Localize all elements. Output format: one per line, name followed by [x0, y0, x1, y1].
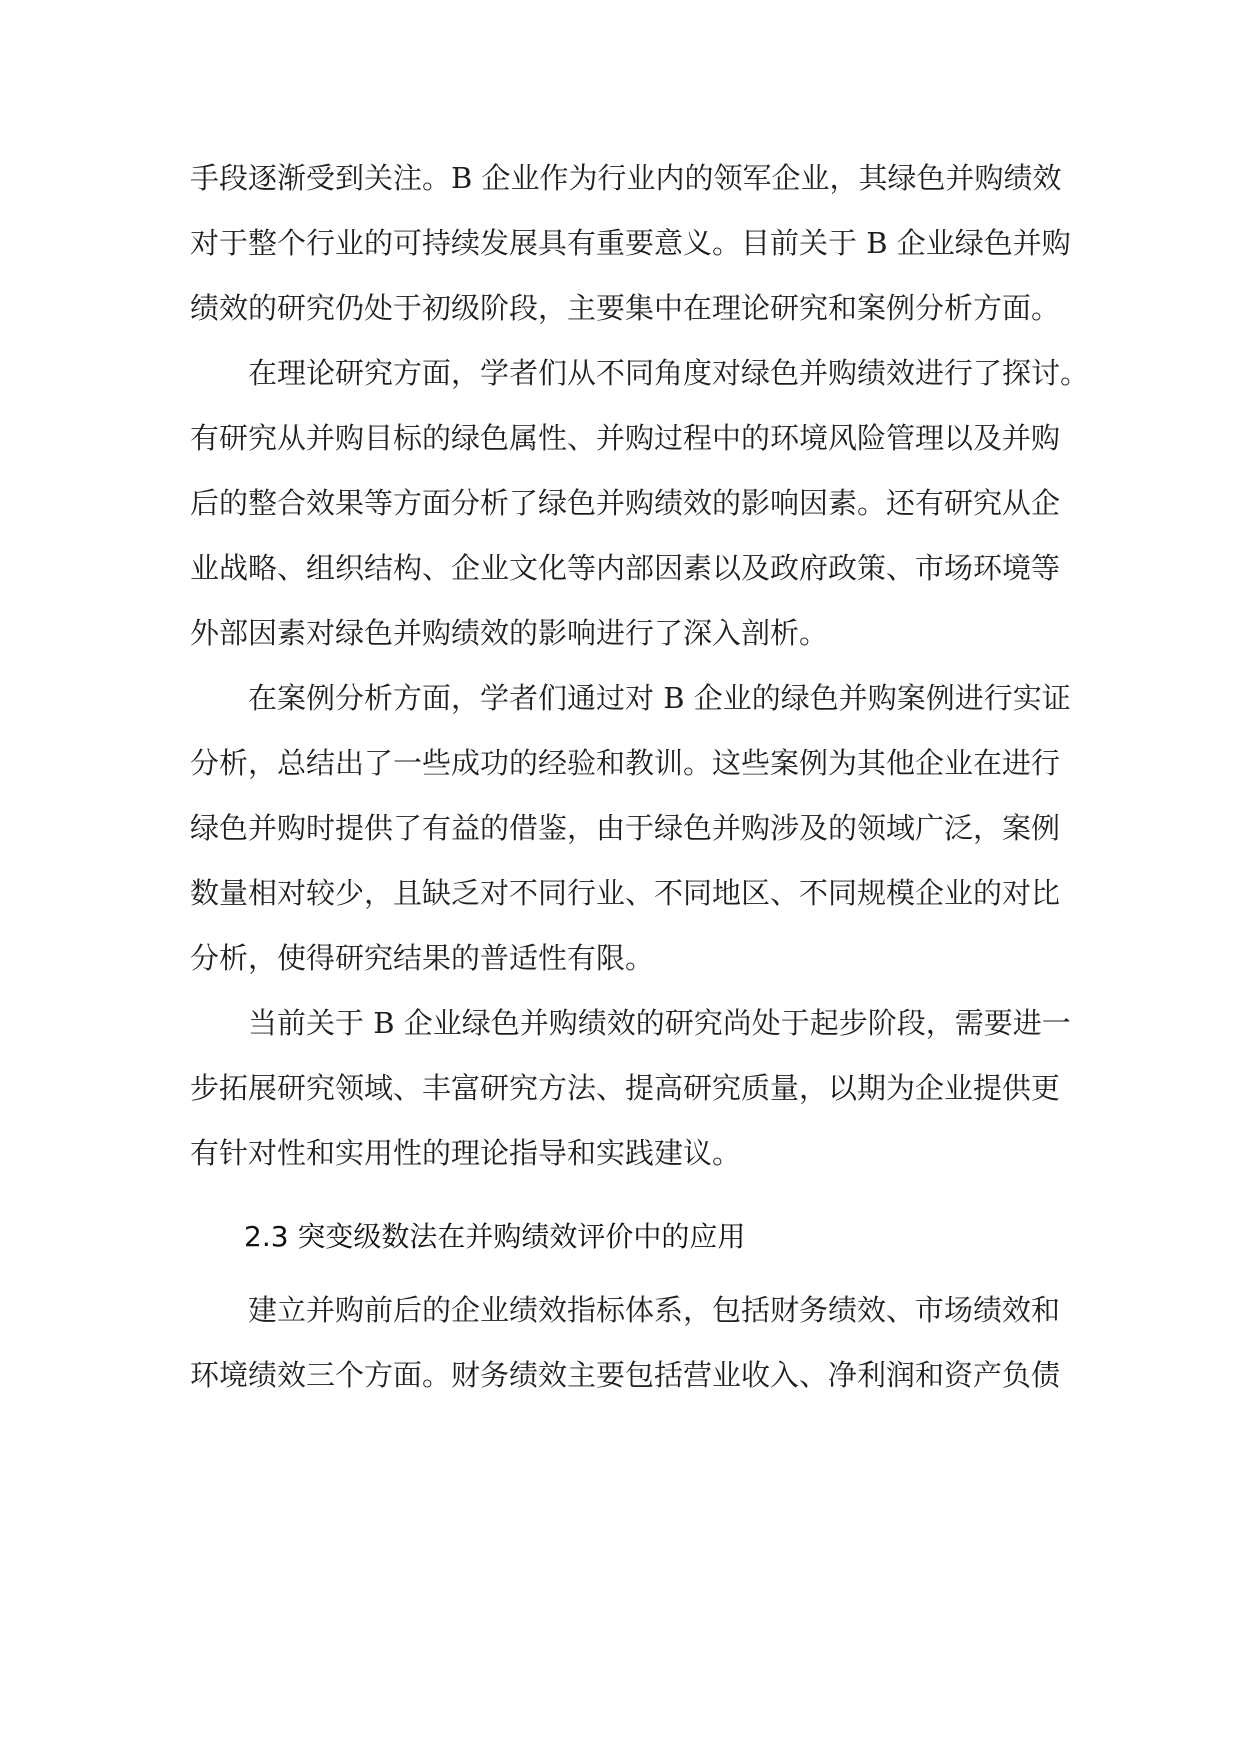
paragraph-2-line-3: 后的整合效果等方面分析了绿色并购绩效的影响因素。还有研究从企 [190, 486, 1061, 520]
paragraph-4-line-1: 当前关于 B 企业绿色并购绩效的研究尚处于起步阶段，需要进一 [248, 1006, 1071, 1040]
paragraph-3-line-3: 绿色并购时提供了有益的借鉴，由于绿色并购涉及的领域广泛，案例 [190, 811, 1061, 845]
paragraph-1-line-1: 手段逐渐受到关注。B 企业作为行业内的领军企业，其绿色并购绩效 [190, 161, 1062, 195]
paragraph-4-line-3: 有针对性和实用性的理论指导和实践建议。 [190, 1136, 742, 1170]
paragraph-3-line-2: 分析，总结出了一些成功的经验和教训。这些案例为其他企业在进行 [190, 746, 1061, 780]
section-heading: 2.3 突变级数法在并购绩效评价中的应用 [244, 1220, 746, 1253]
paragraph-2-line-1: 在理论研究方面，学者们从不同角度对绿色并购绩效进行了探讨。 [248, 356, 1090, 390]
paragraph-1-line-3: 绩效的研究仍处于初级阶段，主要集中在理论研究和案例分析方面。 [190, 291, 1061, 325]
paragraph-1-line-2: 对于整个行业的可持续发展具有重要意义。目前关于 B 企业绿色并购 [190, 226, 1071, 260]
paragraph-4-line-2: 步拓展研究领域、丰富研究方法、提高研究质量，以期为企业提供更 [190, 1071, 1061, 1105]
section-paragraph-1-line-1: 建立并购前后的企业绩效指标体系，包括财务绩效、市场绩效和 [248, 1293, 1061, 1327]
paragraph-3-line-4: 数量相对较少，且缺乏对不同行业、不同地区、不同规模企业的对比 [190, 876, 1061, 910]
section-paragraph-1-line-2: 环境绩效三个方面。财务绩效主要包括营业收入、净利润和资产负债 [190, 1358, 1061, 1392]
paragraph-3-line-5: 分析，使得研究结果的普适性有限。 [190, 941, 655, 975]
paragraph-2-line-4: 业战略、组织结构、企业文化等内部因素以及政府政策、市场环境等 [190, 551, 1061, 585]
paragraph-2-line-5: 外部因素对绿色并购绩效的影响进行了深入剖析。 [190, 616, 829, 650]
paragraph-2-line-2: 有研究从并购目标的绿色属性、并购过程中的环境风险管理以及并购 [190, 421, 1061, 455]
paragraph-3-line-1: 在案例分析方面，学者们通过对 B 企业的绿色并购案例进行实证 [248, 681, 1071, 715]
